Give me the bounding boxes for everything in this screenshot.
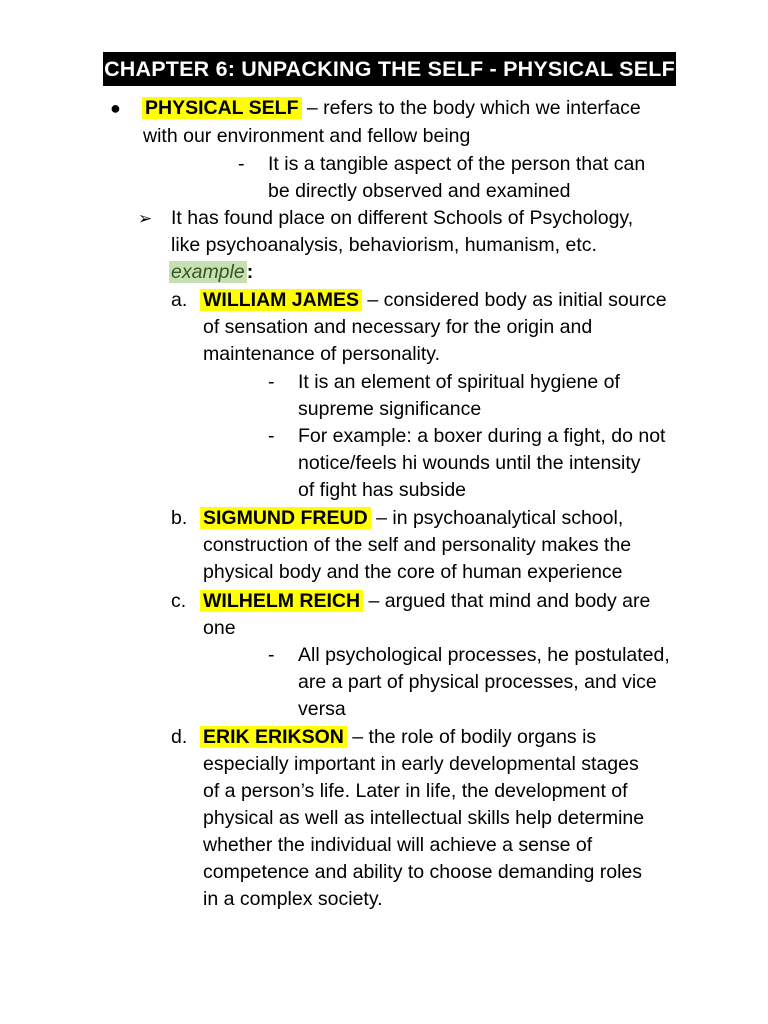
physical-self-sub-2: be directly observed and examined xyxy=(268,180,571,202)
item-d-line-1 xyxy=(200,724,596,751)
item-d-marker: d. xyxy=(171,726,188,748)
item-a-sub-2b: notice/feels hi wounds until the intensity xyxy=(298,452,641,474)
item-a-text-1: – considered body as initial source xyxy=(367,289,667,311)
item-d-line-7: in a complex society. xyxy=(203,888,383,910)
chapter-title: CHAPTER 6: UNPACKING THE SELF - PHYSICAL SELF xyxy=(103,52,676,86)
item-b-marker: b. xyxy=(171,507,188,529)
item-b-line-2: construction of the self and personality makes the xyxy=(203,534,632,556)
item-a-sub-1a: It is an element of spiritual hygiene of xyxy=(298,371,620,393)
item-c-text-1: – argued that mind and body are xyxy=(368,590,651,612)
dash-icon: - xyxy=(268,371,275,393)
item-a-sub-2c: of fight has subside xyxy=(298,479,467,501)
item-b-text-1: – in psychoanalytical school, xyxy=(376,507,624,529)
item-d-line-4: physical as well as intellectual skills help determine xyxy=(203,807,645,829)
item-b-name: SIGMUND FREUD xyxy=(200,507,371,529)
physical-self-line-1 xyxy=(142,95,641,122)
dash-icon: - xyxy=(238,153,245,175)
item-a-sub-1b: supreme significance xyxy=(298,398,482,420)
dash-icon: - xyxy=(268,644,275,666)
schools-line-2: like psychoanalysis, behaviorism, humanism, etc. xyxy=(171,234,597,256)
item-b-line-1 xyxy=(200,505,623,532)
item-a-marker: a. xyxy=(171,289,188,311)
item-d-line-2: especially important in early developmental stages xyxy=(203,753,639,775)
item-c-sub-1a: All psychological processes, he postulated, xyxy=(298,644,670,666)
physical-self-term: PHYSICAL SELF xyxy=(142,97,302,119)
example-label xyxy=(169,259,253,286)
arrow-bullet-icon: ➢ xyxy=(138,209,153,228)
item-d-line-3: of a person’s life. Later in life, the development of xyxy=(203,780,628,802)
physical-self-sub-1: It is a tangible aspect of the person that can xyxy=(268,153,646,175)
item-a-line-3: maintenance of personality. xyxy=(203,343,441,365)
dash-icon: - xyxy=(268,425,275,447)
item-c-sub-1b: are a part of physical processes, and vice xyxy=(298,671,657,693)
item-c-name: WILHELM REICH xyxy=(200,590,363,612)
item-d-line-5: whether the individual will achieve a sense of xyxy=(203,834,593,856)
item-a-line-1 xyxy=(200,287,667,314)
item-c-marker: c. xyxy=(171,590,187,612)
item-c-line-1 xyxy=(200,588,650,615)
schools-line-1: It has found place on different Schools of Psychology, xyxy=(171,207,634,229)
item-a-name: WILLIAM JAMES xyxy=(200,289,362,311)
item-a-line-2: of sensation and necessary for the origin and xyxy=(203,316,593,338)
physical-self-def-1: – refers to the body which we interface xyxy=(306,97,641,119)
item-d-text-1: – the role of bodily organs is xyxy=(352,726,597,748)
item-d-name: ERIK ERIKSON xyxy=(200,726,347,748)
bullet-icon: ● xyxy=(110,98,121,118)
example-word: example xyxy=(171,261,245,283)
item-c-line-2: one xyxy=(203,617,236,639)
item-b-line-3: physical body and the core of human experience xyxy=(203,561,623,583)
physical-self-def-2: with our environment and fellow being xyxy=(143,125,471,147)
item-d-line-6: competence and ability to choose demanding roles xyxy=(203,861,643,883)
item-a-sub-2a: For example: a boxer during a fight, do not xyxy=(298,425,666,447)
item-c-sub-1c: versa xyxy=(298,698,346,720)
example-colon: : xyxy=(246,261,254,283)
